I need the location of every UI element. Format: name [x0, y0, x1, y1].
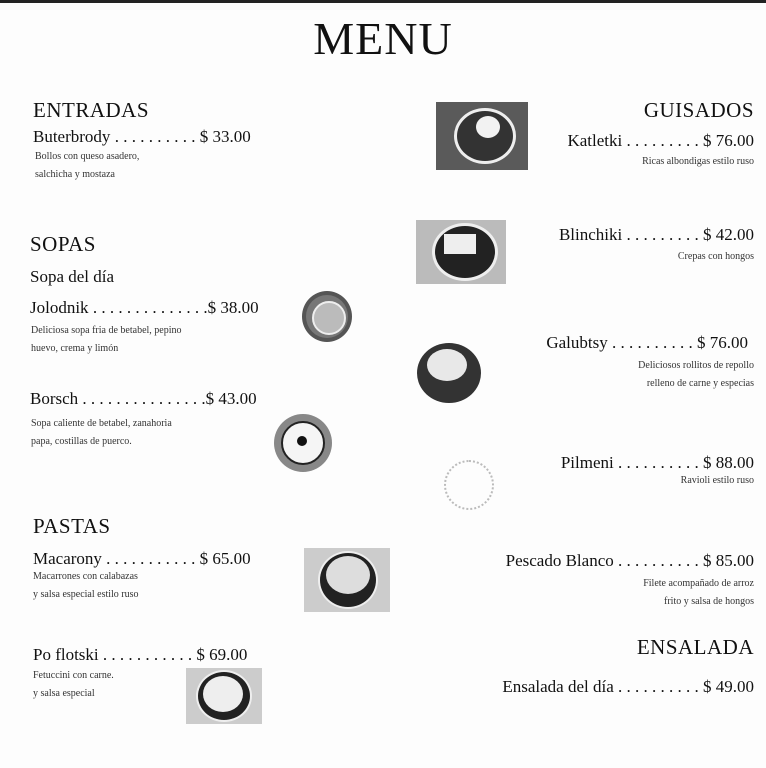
item-dots: . . . . . . . . . . . [101, 549, 200, 568]
item-price: $ 49.00 [703, 677, 754, 696]
item-dots: . . . . . . . . . . . . . . [88, 298, 208, 317]
item-name: Blinchiki [558, 225, 623, 244]
desc-line: frito y salsa de hongos [664, 596, 754, 607]
desc-line: Fetuccini con carne. [33, 670, 114, 681]
section-heading-guisados: GUISADOS [643, 98, 754, 122]
item-name: Borsch [30, 389, 79, 408]
po-flotski-photo [186, 668, 262, 724]
item-dots: . . . . . . . . . . . [98, 645, 197, 664]
item-dots: . . . . . . . . . . [613, 453, 703, 472]
desc-line: Crepas con hongos [677, 251, 754, 262]
top-border [0, 0, 766, 3]
item-description [33, 568, 139, 604]
section-heading-ensalada: ENSALADA [636, 635, 754, 659]
item-name: Katletki [567, 131, 623, 150]
section-heading-sopas: SOPAS [30, 232, 96, 256]
desc-line: Ricas albondigas estilo ruso [642, 156, 754, 167]
item-description [642, 153, 754, 171]
item-price: $ 43.00 [205, 389, 257, 408]
item-description [643, 575, 754, 611]
galubtsy-photo [417, 343, 481, 403]
desc-line: papa, costillas de puerco. [31, 436, 132, 447]
item-description [31, 322, 182, 358]
item-dots: . . . . . . . . . [622, 225, 703, 244]
menu-item-borsch [30, 389, 257, 409]
sopa-del-dia: Sopa del día [30, 267, 115, 286]
desc-line: Deliciosos rollitos de repollo [638, 360, 754, 371]
item-description [33, 667, 114, 703]
item-description [31, 415, 172, 451]
item-name: Pescado Blanco [505, 551, 614, 570]
menu-title: MENU [313, 13, 453, 64]
item-name: Macarony [33, 549, 102, 568]
section-heading-pastas: PASTAS [33, 514, 111, 538]
item-price: $ 76.00 [703, 131, 754, 150]
item-dots: . . . . . . . . . . [110, 127, 200, 146]
macarony-photo [304, 548, 390, 612]
desc-line: huevo, crema y limón [31, 343, 119, 354]
desc-line: Macarrones con calabazas [33, 571, 138, 582]
item-price: $ 69.00 [196, 645, 248, 664]
menu-item-katletki [567, 131, 754, 151]
item-dots: . . . . . . . . . [622, 131, 703, 150]
item-name: Ensalada del día [502, 677, 614, 696]
desc-line: y salsa especial [33, 688, 95, 699]
desc-line: Ravioli estilo ruso [680, 475, 754, 486]
desc-line: relleno de carne y especias [646, 378, 754, 389]
menu-item-buterbrody [33, 127, 251, 147]
item-name: Galubtsy [546, 333, 608, 352]
item-description [681, 472, 754, 490]
item-name: Buterbrody [33, 127, 111, 146]
menu-item-macarony [33, 549, 251, 569]
blinchiki-photo [416, 220, 506, 284]
item-dots: . . . . . . . . . . [607, 333, 697, 352]
item-price: $ 76.00 [697, 333, 748, 352]
item-price: $ 38.00 [207, 298, 259, 317]
item-price: $ 88.00 [703, 453, 754, 472]
menu-item-ensalada [502, 677, 754, 697]
katletki-photo [436, 102, 528, 170]
item-description [638, 357, 754, 393]
item-price: $ 65.00 [199, 549, 251, 568]
item-name: Jolodnik [30, 298, 89, 317]
item-price: $ 33.00 [199, 127, 251, 146]
desc-line: Filete acompañado de arroz [643, 578, 754, 589]
item-name: Po flotski [33, 645, 99, 664]
item-description [35, 148, 139, 184]
borsch-photo [274, 414, 332, 472]
desc-line: y salsa especial estilo ruso [33, 589, 139, 600]
item-dots: . . . . . . . . . . [613, 677, 703, 696]
menu-item-po-flotski [33, 645, 247, 665]
item-name: Pilmeni [560, 453, 614, 472]
menu-item-blinchiki [559, 225, 754, 245]
item-description [678, 248, 754, 266]
menu-item-galubtsy [546, 333, 748, 353]
jolodnik-photo [302, 291, 352, 342]
desc-line: Bollos con queso asadero, [35, 151, 140, 162]
menu-item-pilmeni [561, 453, 754, 473]
desc-line: salchicha y mostaza [35, 169, 115, 180]
menu-item-jolodnik [30, 298, 259, 318]
item-price: $ 42.00 [703, 225, 754, 244]
menu-item-pescado-blanco [506, 551, 754, 571]
item-dots: . . . . . . . . . . . . . . . [78, 389, 206, 408]
pilmeni-photo [444, 460, 494, 510]
desc-line: Deliciosa sopa fria de betabel, pepino [31, 325, 182, 336]
desc-line: Sopa caliente de betabel, zanahoria [31, 418, 172, 429]
section-heading-entradas: ENTRADAS [33, 98, 150, 122]
item-price: $ 85.00 [703, 551, 754, 570]
item-dots: . . . . . . . . . . [613, 551, 703, 570]
